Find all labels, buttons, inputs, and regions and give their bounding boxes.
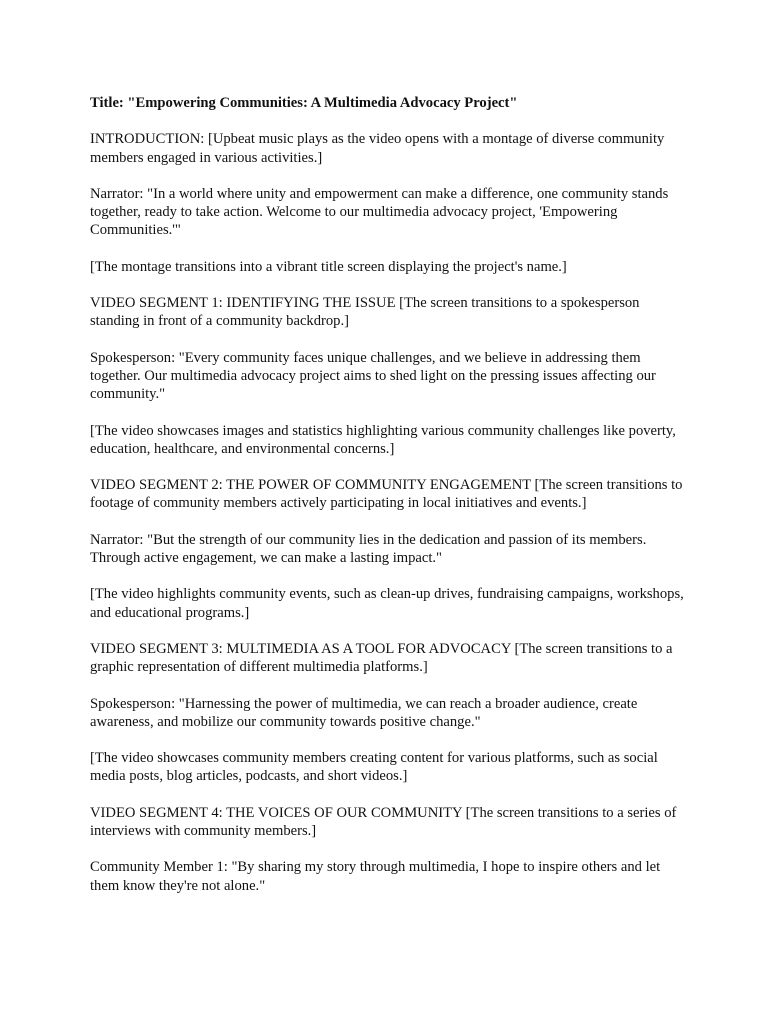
paragraph-montage-transition: [The montage transitions into a vibrant title screen displaying the project's name.] — [90, 258, 567, 275]
document-page — [90, 94, 690, 913]
paragraph-segment-4: VIDEO SEGMENT 4: THE VOICES OF OUR COMMUNITY [The screen transitions to a series of interviews with community members.] — [90, 804, 677, 839]
paragraph-community-member-1: Community Member 1: "By sharing my story through multimedia, I hope to inspire others and let them know they're not alone." — [90, 859, 661, 894]
paragraph-segment-3: VIDEO SEGMENT 3: MULTIMEDIA AS A TOOL FOR ADVOCACY [The screen transitions to a graphic representation of different multimedia platforms.] — [90, 640, 673, 676]
paragraph-events: [The video highlights community events, such as clean-up drives, fundraising campaigns, workshops, and educational programs.] — [90, 586, 684, 621]
paragraph-challenges: [The video showcases images and statistics highlighting various community challenges like poverty, education, healthcare, and environmental concerns.] — [90, 422, 676, 457]
paragraph-narrator-1: Narrator: "In a world where unity and empowerment can make a difference, one community stands together, ready to take action. Welcome to our multimedia advocacy project, 'Empowering Communities.'" — [90, 185, 669, 239]
paragraph-content-creation: [The video showcases community members creating content for various platforms, such as social media posts, blog articles, podcasts, and short videos.] — [90, 750, 658, 785]
paragraph-spokesperson-1: Spokesperson: "Every community faces unique challenges, and we believe in addressing them together. Our multimedia advocacy project aims to shed light on the pressing issues affecting our community." — [90, 349, 656, 403]
paragraph-segment-1: VIDEO SEGMENT 1: IDENTIFYING THE ISSUE [The screen transitions to a spokesperson standing in front of a community backdrop.] — [90, 295, 640, 330]
paragraph-segment-2: VIDEO SEGMENT 2: THE POWER OF COMMUNITY ENGAGEMENT [The screen transitions to footage of community members actively participating in local initiatives and events.] — [90, 477, 683, 512]
paragraph-narrator-2: Narrator: "But the strength of our community lies in the dedication and passion of its members. Through active engagement, we can make a lasting impact." — [90, 531, 647, 566]
document-title: Title: "Empowering Communities: A Multimedia Advocacy Project" — [90, 95, 518, 111]
paragraph-spokesperson-2: Spokesperson: "Harnessing the power of multimedia, we can reach a broader audience, create awareness, and mobilize our community towards positive change." — [90, 695, 638, 730]
paragraph-introduction: INTRODUCTION: [Upbeat music plays as the video opens with a montage of diverse community members engaged in various activities.] — [90, 131, 665, 166]
